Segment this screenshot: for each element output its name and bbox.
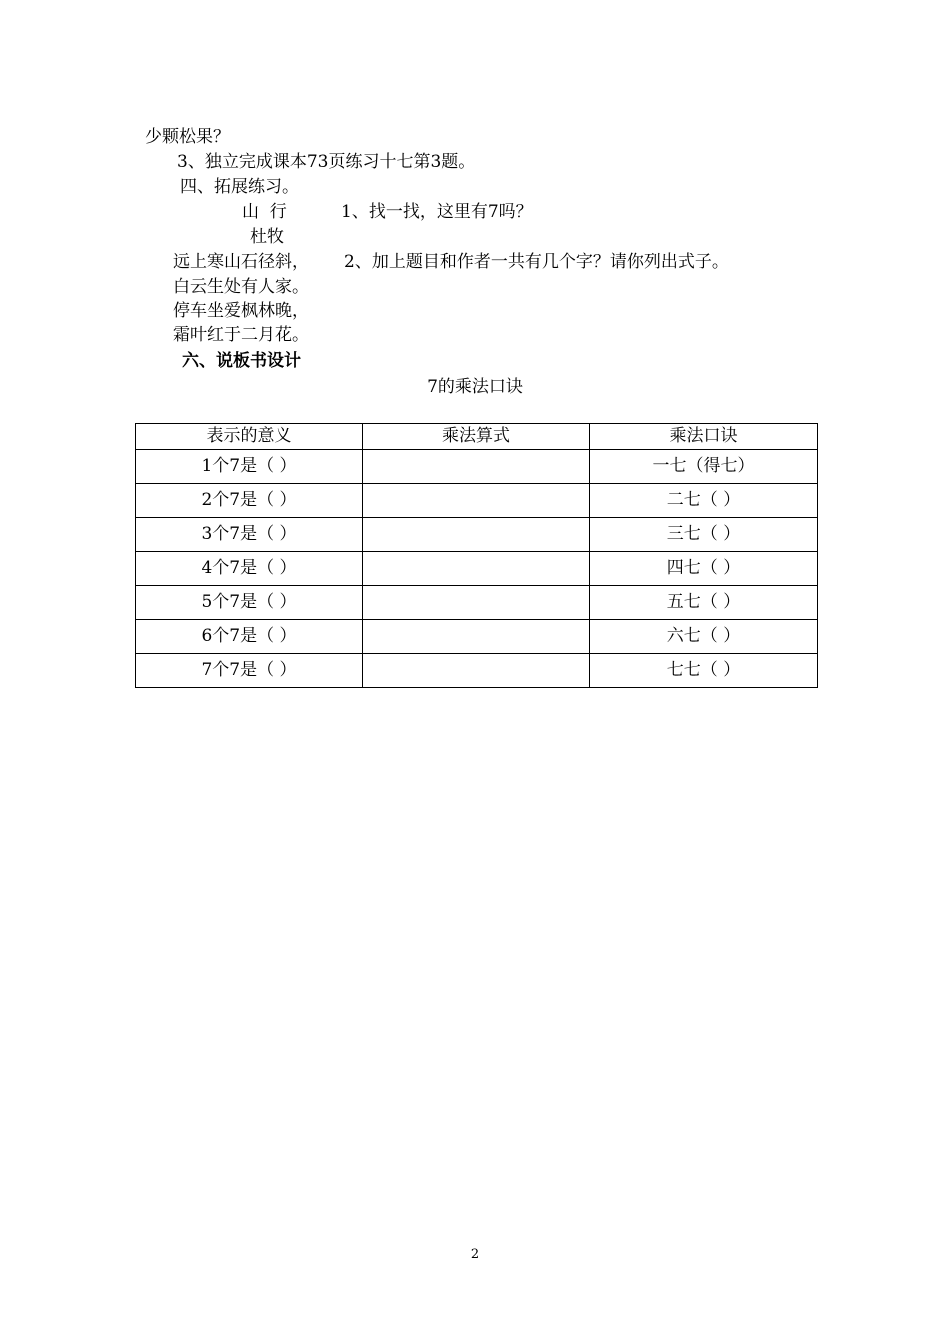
formula-cell bbox=[363, 450, 590, 484]
table-row bbox=[136, 552, 818, 586]
poem-title: 山 行 bbox=[242, 202, 287, 222]
meaning-cell: 5个7是（ ） bbox=[136, 586, 363, 620]
meaning-cell: 3个7是（ ） bbox=[136, 518, 363, 552]
rhyme-cell: 七七（ ） bbox=[590, 654, 818, 688]
table-row bbox=[136, 586, 818, 620]
table-row bbox=[136, 484, 818, 518]
rhyme-cell: 四七（ ） bbox=[590, 552, 818, 586]
meaning-cell: 2个7是（ ） bbox=[136, 484, 363, 518]
meaning-cell: 6个7是（ ） bbox=[136, 620, 363, 654]
table-row bbox=[136, 620, 818, 654]
poem-line-4: 霜叶红于二月花。 bbox=[173, 325, 309, 345]
table-row bbox=[136, 518, 818, 552]
section-heading: 六、说板书设计 bbox=[182, 351, 301, 371]
meaning-cell: 1个7是（ ） bbox=[136, 450, 363, 484]
page-number: 2 bbox=[470, 1247, 480, 1262]
rhyme-cell: 六七（ ） bbox=[590, 620, 818, 654]
header-formula: 乘法算式 bbox=[363, 424, 590, 450]
poem-line-2: 白云生处有人家。 bbox=[173, 277, 309, 297]
meaning-cell: 4个7是（ ） bbox=[136, 552, 363, 586]
table-row bbox=[136, 654, 818, 688]
text-line-3: 四、拓展练习。 bbox=[180, 177, 299, 197]
poem-author: 杜牧 bbox=[250, 227, 284, 247]
rhyme-cell: 三七（ ） bbox=[590, 518, 818, 552]
table-header-row bbox=[136, 424, 818, 450]
formula-cell bbox=[363, 620, 590, 654]
question-1: 1、找一找，这里有7吗？ bbox=[341, 202, 533, 222]
header-rhyme: 乘法口诀 bbox=[590, 424, 818, 450]
board-table bbox=[135, 423, 818, 688]
rhyme-cell: 二七（ ） bbox=[590, 484, 818, 518]
formula-cell bbox=[363, 484, 590, 518]
text-line-1: 少颗松果？ bbox=[145, 127, 230, 147]
formula-cell bbox=[363, 518, 590, 552]
formula-cell bbox=[363, 586, 590, 620]
question-2: 2、加上题目和作者一共有几个字？请你列出式子。 bbox=[344, 252, 729, 272]
rhyme-cell: 五七（ ） bbox=[590, 586, 818, 620]
poem-line-3: 停车坐爱枫林晚， bbox=[173, 301, 309, 321]
formula-cell bbox=[363, 654, 590, 688]
formula-cell bbox=[363, 552, 590, 586]
text-line-2: 3、独立完成课本73页练习十七第3题。 bbox=[177, 152, 476, 172]
header-meaning: 表示的意义 bbox=[136, 424, 363, 450]
poem-line-1: 远上寒山石径斜， bbox=[173, 252, 309, 272]
board-title: 7的乘法口诀 bbox=[427, 377, 523, 397]
rhyme-cell: 一七（得七） bbox=[590, 450, 818, 484]
table-row bbox=[136, 450, 818, 484]
meaning-cell: 7个7是（ ） bbox=[136, 654, 363, 688]
